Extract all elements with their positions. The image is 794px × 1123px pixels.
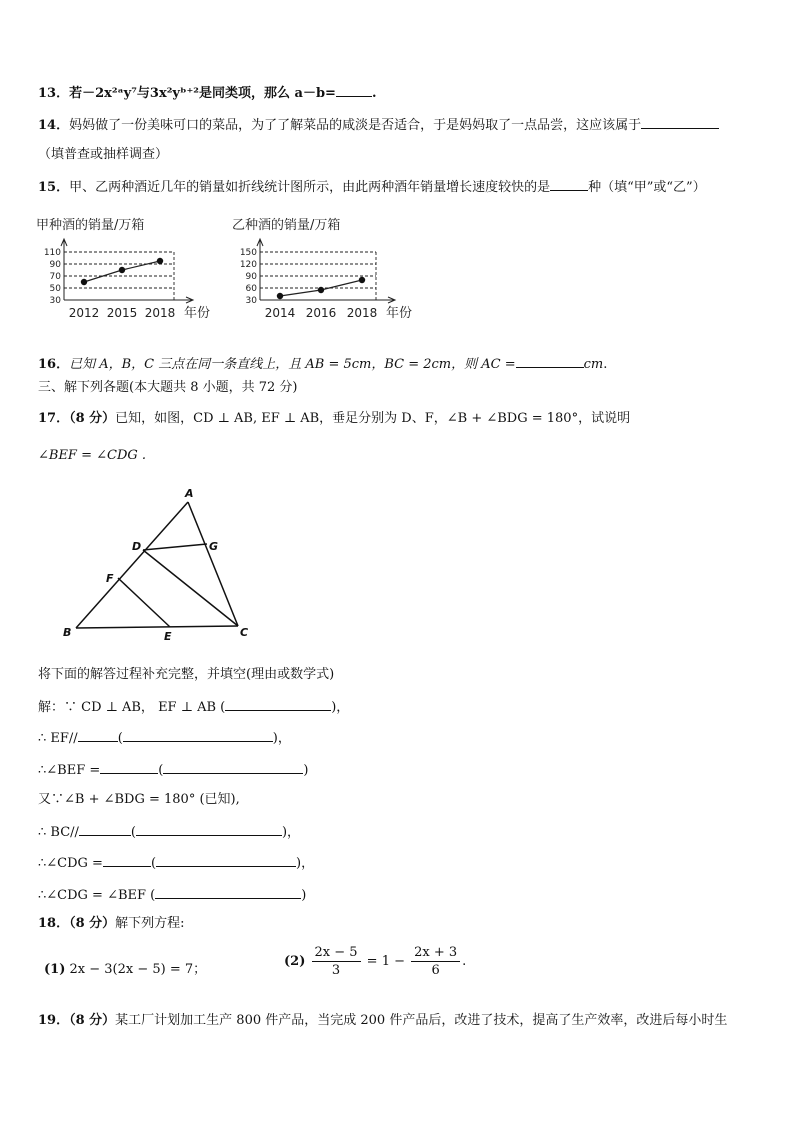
label-f: F	[106, 572, 114, 585]
chart-jia-sales	[30, 212, 210, 324]
step-3: ∴∠BEF = ( )	[38, 760, 308, 780]
chart-title: 乙种酒的销量/万箱	[232, 218, 341, 233]
y-tick-label: 50	[49, 284, 61, 294]
question-14: 14．妈妈做了一份美味可口的菜品，为了了解菜品的咸淡是否适合，于是妈妈取了一点品尝，这应该属于	[38, 115, 719, 135]
y-tick-label: 150	[239, 248, 257, 258]
step-4: 又∵∠B + ∠BDG = 180° (已知),	[38, 792, 240, 807]
question-17: 17．（8 分）已知，如图，CD ⊥ AB, EF ⊥ AB，垂足分别为 D、F，∠B + ∠BDG = 180°，试说明	[38, 411, 631, 426]
instruction: 将下面的解答过程补充完整，并填空(理由或数学式)	[38, 667, 335, 682]
step-2: ∴ EF// ( )，	[38, 728, 291, 748]
question-19: 19．（8 分）某工厂计划加工生产 800 件产品，当完成 200 件产品后，改进了技术，提高了生产效率，改进后每小时生	[38, 1013, 728, 1028]
question-17-line2: ∠BEF = ∠CDG .	[38, 448, 147, 463]
answer-blank[interactable]	[516, 354, 584, 368]
question-16: 16．已知 A，B，C 三点在同一条直线上，且 AB = 5cm，BC = 2cm，则 AC = cm.	[38, 354, 607, 374]
label-g: G	[209, 540, 219, 553]
data-point	[318, 287, 324, 293]
label-d: D	[132, 540, 142, 553]
answer-blank[interactable]	[336, 83, 372, 97]
reason-blank[interactable]	[155, 885, 301, 899]
x-tick-label: 2014	[264, 306, 296, 320]
label-c: C	[240, 626, 249, 639]
x-tick-label: 2018	[144, 306, 176, 320]
step-5: ∴ BC// ( )，	[38, 822, 300, 842]
y-tick-label: 30	[49, 296, 61, 306]
x-tick-label: 2015	[106, 306, 138, 320]
chart-yi-sales	[226, 212, 412, 324]
fraction-2: $\frac{2x + 3}{6}$	[411, 944, 460, 979]
segment-bc	[76, 626, 238, 628]
triangle-figure	[58, 484, 258, 646]
answer-blank[interactable]	[550, 177, 588, 191]
answer-blank[interactable]	[103, 853, 151, 867]
reason-blank[interactable]	[225, 697, 331, 711]
data-point	[359, 277, 365, 283]
step-7: ∴∠CDG = ∠BEF ( )	[38, 885, 306, 905]
answer-blank[interactable]	[100, 760, 158, 774]
data-point	[277, 293, 283, 299]
answer-blank[interactable]	[78, 728, 118, 742]
label-e: E	[164, 630, 172, 643]
data-point	[157, 258, 163, 264]
equation-2: (2) $\frac{2x - 5}{3}$ = 1 − $\frac{2x + 3}{6}$ .	[284, 945, 467, 978]
x-tick-label: 2012	[68, 306, 100, 320]
reason-blank[interactable]	[156, 853, 296, 867]
segment-ab	[76, 502, 188, 628]
data-point	[119, 267, 125, 273]
step-6: ∴∠CDG = ( )，	[38, 853, 314, 873]
answer-blank[interactable]	[79, 822, 131, 836]
question-13: 13．若－2x²ᵃy⁷与3x²yᵇ⁺²是同类项，那么 a－b= .	[38, 83, 376, 103]
question-15: 15．甲、乙两种酒近几年的销量如折线统计图所示，由此两种酒年销量增长速度较快的是 种（填“甲”或“乙”）	[38, 177, 706, 197]
y-tick-label: 60	[245, 284, 257, 294]
y-tick-label: 70	[49, 272, 61, 282]
x-tick-label: 2016	[305, 306, 337, 320]
segment-ac	[188, 502, 238, 626]
data-point	[81, 279, 87, 285]
x-tick-label: 2018	[346, 306, 378, 320]
segment-dg	[143, 544, 207, 550]
question-18: 18．（8 分）解下列方程:	[38, 916, 185, 931]
chart-title: 甲种酒的销量/万箱	[36, 218, 145, 233]
x-axis-label: 年份	[386, 306, 412, 321]
y-tick-label: 90	[49, 260, 61, 270]
fraction-1: $\frac{2x - 5}{3}$	[312, 944, 361, 979]
question-14-line2: （填普查或抽样调查）	[38, 147, 169, 162]
y-tick-label: 120	[239, 260, 257, 270]
section-heading: 三、解下列各题(本大题共 8 小题，共 72 分)	[38, 380, 298, 395]
equation-1: (1) 2x − 3(2x − 5) = 7；	[44, 962, 207, 977]
label-a: A	[185, 487, 194, 500]
answer-blank[interactable]	[641, 115, 719, 129]
step-1: 解：∵ CD ⊥ AB， EF ⊥ AB ( )，	[38, 697, 349, 717]
reason-blank[interactable]	[123, 728, 273, 742]
segment-ef	[118, 578, 170, 627]
x-axis-label: 年份	[184, 306, 210, 321]
reason-blank[interactable]	[163, 760, 303, 774]
label-b: B	[63, 626, 72, 639]
y-tick-label: 90	[245, 272, 257, 282]
y-tick-label: 110	[43, 248, 61, 258]
reason-blank[interactable]	[136, 822, 282, 836]
y-tick-label: 30	[245, 296, 257, 306]
